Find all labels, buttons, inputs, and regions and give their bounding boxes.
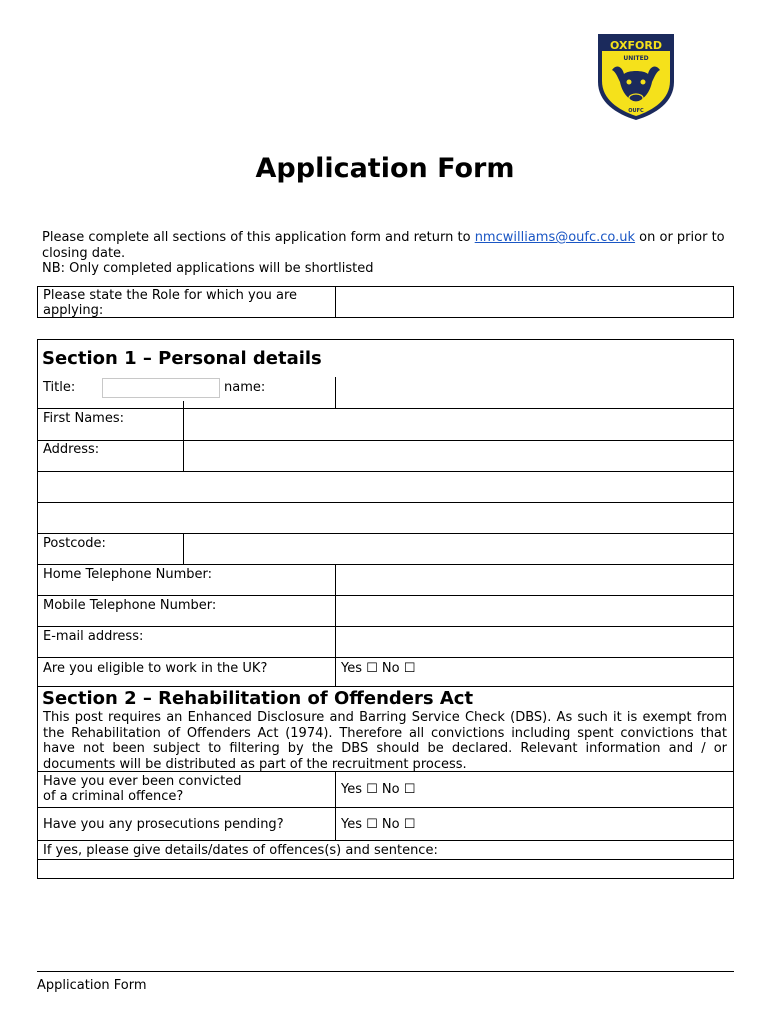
- footer-divider: [37, 971, 734, 972]
- address-row: [38, 441, 733, 472]
- intro-text: [42, 230, 732, 277]
- svg-text:UNITED: UNITED: [623, 55, 649, 62]
- oxford-united-logo: [594, 30, 678, 122]
- prosecutions-row: [38, 808, 733, 841]
- home-telephone-input[interactable]: [336, 565, 733, 595]
- title-input[interactable]: [102, 378, 220, 398]
- first-names-label: First Names:: [43, 411, 124, 426]
- home-telephone-label: Home Telephone Number:: [43, 567, 213, 582]
- eligibility-yes-no-checkboxes[interactable]: Yes ☐ No ☐: [341, 661, 416, 676]
- shortlist-note: NB: Only completed applications will be shortlisted: [42, 261, 374, 276]
- divider: [335, 772, 336, 807]
- email-link[interactable]: nmcwilliams@oufc.co.uk: [474, 230, 636, 245]
- page-title: Application Form: [255, 153, 515, 184]
- email-address-input[interactable]: [336, 627, 733, 657]
- first-names-row: [38, 409, 733, 441]
- postcode-input[interactable]: [184, 534, 733, 564]
- convicted-yes-no-checkboxes[interactable]: Yes ☐ No ☐: [341, 782, 416, 797]
- convicted-label: [43, 774, 242, 804]
- convicted-label-line2: of a criminal offence?: [43, 789, 184, 804]
- mobile-telephone-row: [38, 596, 733, 627]
- surname-input[interactable]: [336, 377, 733, 408]
- offence-details-label: If yes, please give details/dates of offences(s) and sentence:: [43, 843, 438, 858]
- email-row: [38, 627, 733, 658]
- address-input-1[interactable]: [184, 441, 733, 471]
- divider: [335, 658, 336, 686]
- prosecutions-yes-no-checkboxes[interactable]: Yes ☐ No ☐: [341, 817, 416, 832]
- divider: [183, 401, 184, 408]
- title-label: Title:: [43, 380, 76, 395]
- eligibility-row: [38, 658, 733, 687]
- section1-heading: Section 1 – Personal details: [42, 348, 322, 369]
- convicted-row: [38, 772, 733, 808]
- address-row-2[interactable]: [38, 472, 733, 503]
- offence-details-row: [38, 841, 733, 860]
- dbs-paragraph: This post requires an Enhanced Disclosure and Barring Service Check (DBS). As such it is exempt from the Rehabilitation of Offenders Act (1974). Therefore all convictions including spent convictions that have not been subject to filtering by the DBS should be declared. Relevant information and / or documents will be distributed as part of the recruitment process.: [43, 710, 727, 772]
- email-address-label: E-mail address:: [43, 629, 144, 644]
- mobile-telephone-input[interactable]: [336, 596, 733, 626]
- section2-heading: Section 2 – Rehabilitation of Offenders Act: [42, 688, 474, 709]
- address-label: Address:: [43, 442, 100, 457]
- postcode-label: Postcode:: [43, 536, 106, 551]
- section1-header-row: [38, 340, 733, 377]
- intro-line1-end: on or prior to closing date.: [42, 230, 725, 261]
- prosecutions-label: Have you any prosecutions pending?: [43, 817, 284, 832]
- role-label: Please state the Role for which you are applying:: [43, 288, 298, 318]
- offence-details-input[interactable]: [38, 860, 733, 878]
- eligibility-label: Are you eligible to work in the UK?: [43, 661, 268, 676]
- convicted-label-line1: Have you ever been convicted: [43, 774, 242, 789]
- address-row-3[interactable]: [38, 503, 733, 534]
- svg-text:OXFORD: OXFORD: [610, 39, 662, 52]
- role-input[interactable]: [336, 287, 733, 317]
- svg-text:OUFC: OUFC: [628, 108, 644, 114]
- footer-text: Application Form: [37, 978, 147, 993]
- mobile-telephone-label: Mobile Telephone Number:: [43, 598, 217, 613]
- divider: [335, 808, 336, 840]
- role-table: [37, 286, 734, 318]
- intro-line1: Please complete all sections of this application form and return to: [42, 230, 475, 245]
- name-label: name:: [224, 380, 266, 395]
- first-names-input[interactable]: [184, 409, 733, 440]
- postcode-row: [38, 534, 733, 565]
- application-form-table: [37, 339, 734, 879]
- section2-header-row: [38, 687, 733, 772]
- home-telephone-row: [38, 565, 733, 596]
